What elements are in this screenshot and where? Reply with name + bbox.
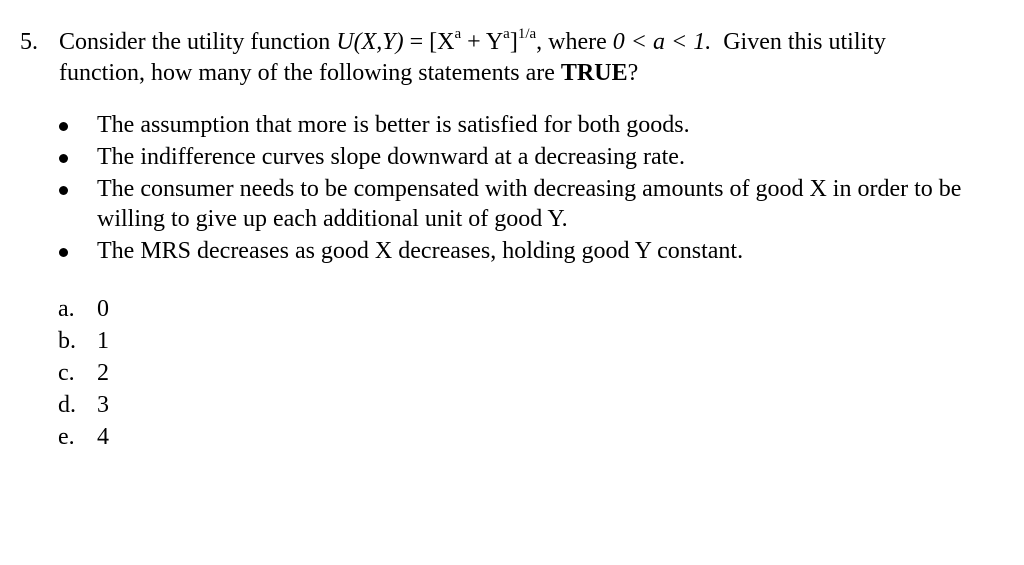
question-line-1: Consider the utility function $U(X,Y) = [X^a + Y^a]^{1/a}$, where 0 < a < 1. Given this utility xyxy=(59,26,886,55)
emphasis-true: TRUE xyxy=(560,60,628,86)
option-letter: a. xyxy=(58,296,75,322)
statement-text: The consumer needs to be compensated with decreasing amounts of good X in order to be willing to give up each additional unit of good Y. xyxy=(97,176,962,232)
statement-text: The MRS decreases as good X decreases, holding good Y constant. xyxy=(97,238,744,264)
option-letter: d. xyxy=(58,392,76,418)
answer-option-a[interactable] xyxy=(58,293,109,325)
question-block xyxy=(20,27,1010,89)
answer-option-b[interactable] xyxy=(58,325,109,357)
option-letter: c. xyxy=(58,360,75,386)
option-letter: e. xyxy=(58,424,75,450)
option-value: 4 xyxy=(97,424,109,450)
bullet-icon xyxy=(59,122,68,131)
bullet-icon xyxy=(59,154,68,163)
statement-text: The assumption that more is better is satisfied for both goods. xyxy=(97,112,690,138)
parameter-condition: 0 < a < 1. xyxy=(612,29,712,55)
option-value: 0 xyxy=(97,296,109,322)
option-letter: b. xyxy=(58,328,76,354)
answer-options xyxy=(58,293,109,453)
answer-option-c[interactable] xyxy=(58,357,109,389)
option-value: 2 xyxy=(97,360,109,386)
statement-item xyxy=(55,236,1005,266)
statement-item xyxy=(55,174,1005,234)
statement-item xyxy=(55,110,1005,140)
utility-function: U(X,Y) xyxy=(336,29,404,55)
option-value: 3 xyxy=(97,392,109,418)
statement-list xyxy=(55,110,1005,268)
bullet-icon xyxy=(59,186,68,195)
statement-item xyxy=(55,142,1005,172)
answer-option-e[interactable] xyxy=(58,421,109,453)
answer-option-d[interactable] xyxy=(58,389,109,421)
bullet-icon xyxy=(59,248,68,257)
question-line-2: function, how many of the following statements are TRUE? xyxy=(59,60,639,86)
question-stem xyxy=(20,27,1010,89)
question-number: 5. xyxy=(20,29,38,55)
statement-text: The indifference curves slope downward at a decreasing rate. xyxy=(97,144,685,170)
option-value: 1 xyxy=(97,328,109,354)
